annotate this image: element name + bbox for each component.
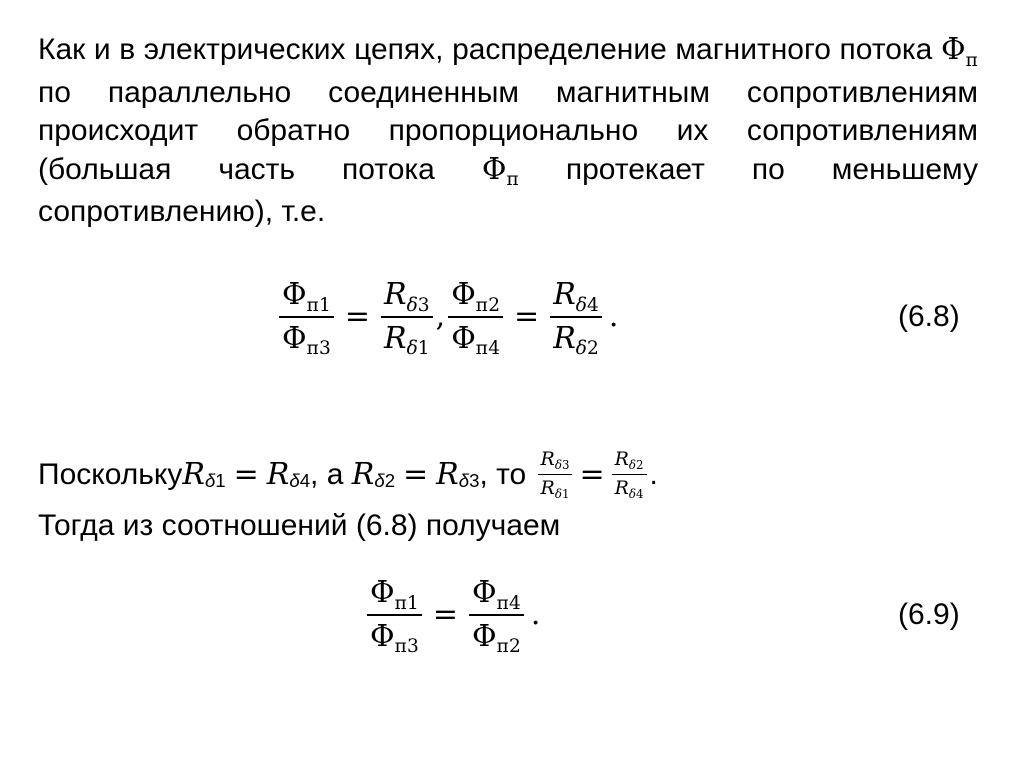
fraction-r-3-1: $\frac{R_{\delta 3}}{R_{\delta 1}}$ [381, 276, 433, 357]
flux-symbol: $\Phi_п$ [481, 151, 519, 190]
flux-symbol: $\Phi_п$ [940, 32, 978, 71]
fraction-flux-1-3: $\frac{\Phi_{п1}}{\Phi_{п3}}$ [367, 574, 422, 655]
intro-text-2: по параллельно соединенным магнитным сопротивлениям происходит обратно пропорционально их сопротивлениям (большая часть потока [38, 75, 978, 186]
equation-number-6-8: (6.8) [898, 300, 960, 333]
intro-paragraph [38, 31, 978, 232]
since-line: Поскольку R δ1 = R δ4 , а R δ2 = R δ3 , то $\frac{R_{\delta 3}}{R_{\delta 1}}$ = $\frac{R_{\delta 2}}{R_{\delta 4}}$ . [38, 448, 658, 502]
then-line: Тогда из соотношений (6.8) получаем [38, 509, 561, 542]
fraction-r-4-2: $\frac{R_{\delta 4}}{R_{\delta 2}}$ [550, 276, 602, 357]
fraction-flux-2-4: $\frac{\Phi_{п2}}{\Phi_{п4}}$ [448, 276, 503, 357]
equation-number-6-9: (6.9) [898, 598, 960, 631]
fraction-flux-1-3: $\frac{\Phi_{п1}}{\Phi_{п3}}$ [279, 276, 334, 357]
since-prefix: Поскольку [38, 457, 183, 491]
equation-6-9: $\frac{\Phi_{п1}}{\Phi_{п3}}$ = $\frac{\Phi_{п4}}{\Phi_{п2}}$ . [364, 574, 540, 655]
fraction-flux-4-2: $\frac{\Phi_{п4}}{\Phi_{п2}}$ [469, 574, 524, 655]
intro-text-3: протекает по меньшему сопротивлению), т.е. [38, 152, 978, 228]
inline-fraction-r-3-1: $\frac{R_{\delta 3}}{R_{\delta 1}}$ [538, 448, 573, 501]
intro-text-1: Как и в электрических цепях, распределение магнитного потока [38, 33, 941, 66]
equation-6-8: $\frac{\Phi_{п1}}{\Phi_{п3}}$ = $\frac{R_{\delta 3}}{R_{\delta 1}}$ , $\frac{\Phi_{п2}}{\Phi_{п4}}$ = $\frac{R_{\delta 4}}{R_{\delta 2}}$ . [276, 276, 618, 357]
inline-fraction-r-2-4: $\frac{R_{\delta 2}}{R_{\delta 4}}$ [612, 448, 647, 501]
